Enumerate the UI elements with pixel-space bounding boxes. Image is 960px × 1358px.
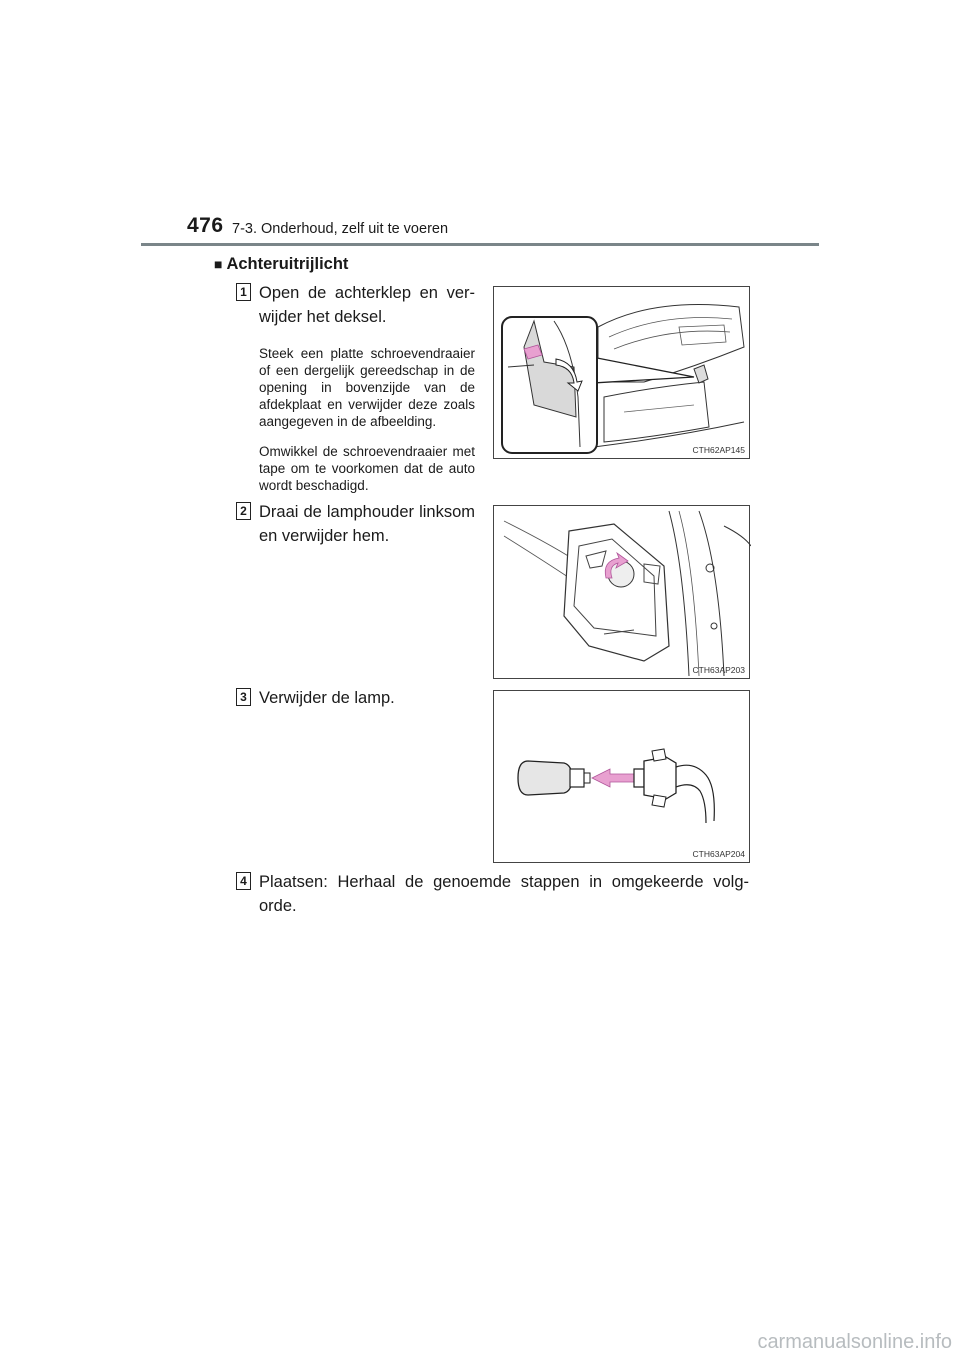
figure-lamp-holder — [493, 505, 750, 679]
step-2-text — [259, 500, 475, 548]
step-3-text: Verwijder de lamp. — [259, 689, 395, 707]
step-badge-1: 1 — [236, 283, 251, 301]
figure-code-1: CTH62AP145 — [692, 445, 745, 455]
header-rule — [141, 243, 819, 246]
step-badge-3: 3 — [236, 688, 251, 706]
figure-tailgate-cover — [493, 286, 750, 459]
tailgate-illustration — [494, 287, 751, 460]
square-bullet-icon: ■ — [214, 256, 223, 272]
step-4-line-1: Plaatsen: Herhaal de genoemde stappen in omgekeerde volg- — [259, 873, 749, 891]
bulb-removal-illustration — [494, 691, 751, 864]
step-1-note-1: Steek een platte schroevendraaier of een dergelijk gereedschap in de opening in bovenzijde van de afdekplaat en verwijder deze zoals aangegeven in de afbeelding. — [259, 346, 475, 429]
watermark: carmanualsonline.info — [757, 1331, 952, 1353]
step-1-text — [259, 281, 475, 329]
step-2-line-2: en verwijder hem. — [259, 527, 390, 545]
section-heading — [214, 255, 348, 274]
section-title: 7-3. Onderhoud, zelf uit te voeren — [232, 221, 449, 237]
figure-remove-bulb — [493, 690, 750, 863]
step-1-note-2: Omwikkel de schroevendraaier met tape om te voorkomen dat de auto wordt beschadigd. — [259, 444, 475, 493]
step-1-line-2: wijder het deksel. — [259, 308, 387, 326]
figure-code-3: CTH63AP204 — [692, 849, 745, 859]
step-badge-2: 2 — [236, 502, 251, 520]
step-badge-4: 4 — [236, 872, 251, 890]
step-4-text — [259, 870, 749, 918]
step-1-line-1: Open de achterklep en ver- — [259, 284, 475, 302]
figure-code-2: CTH63AP203 — [692, 665, 745, 675]
heading-text: Achteruitrijlicht — [226, 255, 349, 273]
page-number: 476 — [187, 214, 224, 237]
step-2-line-1: Draai de lamphouder linksom — [259, 503, 475, 521]
lamp-holder-illustration — [494, 506, 751, 680]
step-4-line-2: orde. — [259, 897, 297, 915]
